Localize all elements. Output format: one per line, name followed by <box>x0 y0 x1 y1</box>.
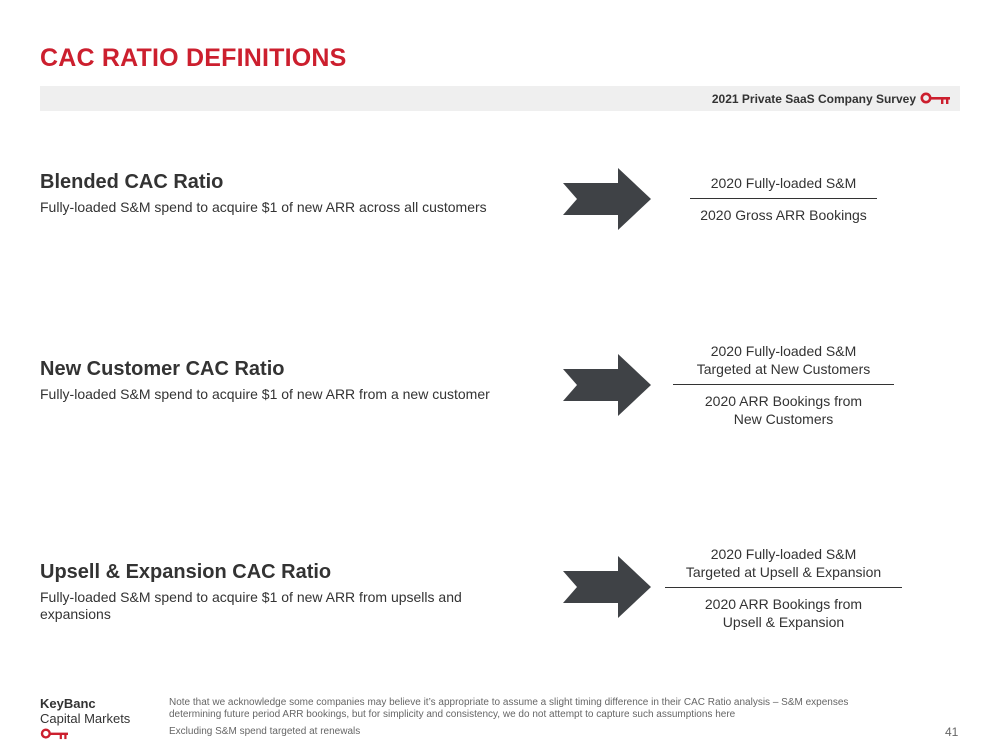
formula-denominator: 2020 ARR Bookings from New Customers <box>704 393 863 427</box>
formula-numerator: 2020 Fully-loaded S&M <box>710 175 857 191</box>
definition-heading: Blended CAC Ratio <box>40 171 224 193</box>
right-arrow-icon <box>563 556 651 618</box>
definition-description: Fully-loaded S&M spend to acquire $1 of new ARR from upsells and expansions <box>40 589 462 622</box>
logo-subname: Capital Markets <box>40 711 131 726</box>
definition-description: Fully-loaded S&M spend to acquire $1 of new ARR across all customers <box>40 199 487 215</box>
formula-numerator: 2020 Fully-loaded S&M Targeted at Upsell & Expansion <box>685 546 882 580</box>
definition-heading: New Customer CAC Ratio <box>40 358 285 380</box>
formula-numerator: 2020 Fully-loaded S&M Targeted at New Customers <box>696 343 871 377</box>
ratio-formula <box>665 342 902 428</box>
footnote-renewals: Excluding S&M spend targeted at renewals <box>169 726 361 737</box>
keybanc-logo <box>40 696 130 745</box>
right-arrow-icon <box>563 168 651 230</box>
formula-denominator: 2020 Gross ARR Bookings <box>700 207 867 223</box>
ratio-formula <box>665 174 902 224</box>
formula-denominator: 2020 ARR Bookings from Upsell & Expansion <box>704 596 863 630</box>
key-icon <box>920 92 954 105</box>
footnote: Note that we acknowledge some companies may believe it’s appropriate to assume a slight timing difference in their CAC Ratio analysis – S&M expenses determining future period ARR bookings, but for simplicity and consistency, we do not attempt to capture such assumptions here <box>169 697 849 720</box>
definition-description: Fully-loaded S&M spend to acquire $1 of new ARR from a new customer <box>40 386 490 402</box>
survey-label: 2021 Private SaaS Company Survey <box>711 92 916 106</box>
page-number: 41 <box>945 725 959 739</box>
right-arrow-icon <box>563 354 651 416</box>
definition-heading: Upsell & Expansion CAC Ratio <box>40 561 332 583</box>
logo-name: KeyBanc <box>40 696 96 711</box>
ratio-formula <box>665 545 902 631</box>
survey-banner <box>40 86 960 111</box>
key-icon <box>40 728 72 740</box>
page-title: CAC RATIO DEFINITIONS <box>40 44 347 72</box>
